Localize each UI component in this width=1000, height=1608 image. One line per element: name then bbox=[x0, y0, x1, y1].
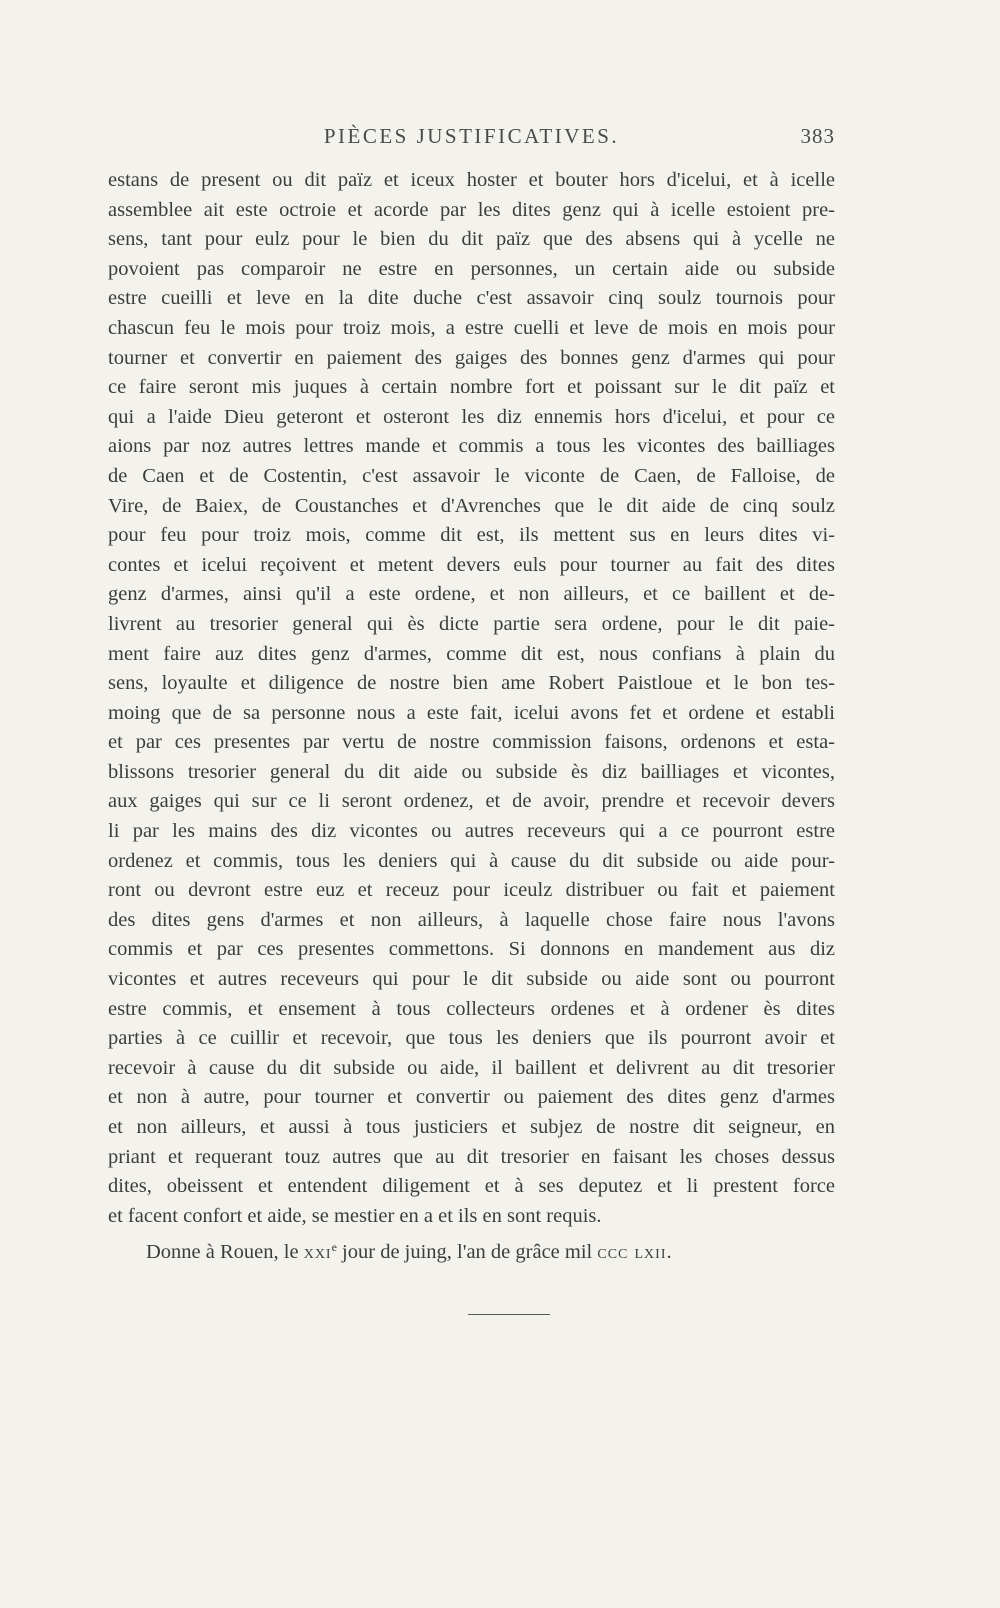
text-line: estre cueilli et leve en la dite duche c'est assavoir cinq soulz tournois pour bbox=[108, 287, 835, 310]
page-number: 383 bbox=[800, 124, 835, 148]
text-line: tourner et convertir en paiement des gaiges des bonnes genz d'armes qui pour bbox=[108, 346, 835, 369]
text-line: sens, loyaulte et diligence de nostre bien ame Robert Paistloue et le bon tes- bbox=[108, 672, 835, 695]
text-line: parties à ce cuillir et recevoir, que tous les deniers que ils pourront avoir et bbox=[108, 1027, 835, 1050]
dating-clause-middle: jour de juing, l'an de grâce mil bbox=[336, 1241, 598, 1264]
dating-clause-sup: e bbox=[331, 1240, 337, 1255]
text-line: des dites gens d'armes et non ailleurs, à laquelle chose faire nous l'avons bbox=[108, 908, 835, 931]
dating-clause bbox=[108, 1233, 835, 1268]
running-head bbox=[108, 124, 835, 154]
text-line: vicontes et autres receveurs qui pour le dit subside ou aide sont ou pourront bbox=[108, 968, 835, 991]
text-line: genz d'armes, ainsi qu'il a este ordene, et non ailleurs, et ce baillent et de- bbox=[108, 583, 835, 606]
text-line: et facent confort et aide, se mestier en a et ils en sont requis. bbox=[108, 1204, 602, 1227]
text-line: ordenez et commis, tous les deniers qui à cause du dit subside ou aide pour- bbox=[108, 849, 835, 872]
text-line: aux gaiges qui sur ce li seront ordenez, et de avoir, prendre et recevoir devers bbox=[108, 790, 835, 813]
dating-clause-before: Donne à Rouen, le bbox=[146, 1241, 304, 1264]
text-line: dites, obeissent et entendent diligement et à ses deputez et li prestent force bbox=[108, 1175, 835, 1198]
text-line: aions par noz autres lettres mande et commis a tous les vicontes des bailliages bbox=[108, 435, 835, 458]
text-line: estre commis, et ensement à tous collecteurs ordenes et à ordener ès dites bbox=[108, 997, 835, 1020]
text-line: livrent au tresorier general qui ès dicte partie sera ordene, pour le dit paie- bbox=[108, 612, 835, 635]
text-line: estans de present ou dit païz et iceux hoster et bouter hors d'icelui, et à icelle bbox=[108, 169, 835, 191]
text-line: ront ou devront estre euz et receuz pour iceulz distribuer ou fait et paiement bbox=[108, 879, 835, 902]
text-line: sens, tant pour eulz pour le bien du dit païz que des absens qui à ycelle ne bbox=[108, 228, 835, 251]
text-line: povoient pas comparoir ne estre en personnes, un certain aide ou subside bbox=[108, 257, 835, 280]
text-line: qui a l'aide Dieu geteront et osteront les diz ennemis hors d'icelui, et pour ce bbox=[108, 405, 835, 428]
text-line: blissons tresorier general du dit aide ou subside ès diz bailliages et vicontes, bbox=[108, 760, 835, 783]
text-line: moing que de sa personne nous a este fait, icelui avons fet et ordene et establi bbox=[108, 701, 835, 724]
text-line: et par ces presentes par vertu de nostre commission faisons, ordenons et esta- bbox=[108, 731, 835, 754]
text-line: et non à autre, pour tourner et convertir ou paiement des dites genz d'armes bbox=[108, 1086, 835, 1109]
dating-clause-year: ccc lxii bbox=[597, 1241, 667, 1264]
running-title: PIÈCES JUSTIFICATIVES. bbox=[323, 124, 620, 148]
text-line: li par les mains des diz vicontes ou autres receveurs qui a ce pourront estre bbox=[108, 820, 835, 843]
text-line: pour feu pour troiz mois, comme dit est, ils mettent sus en leurs dites vi- bbox=[108, 524, 835, 547]
text-line: contes et icelui reçoivent et metent devers euls pour tourner au fait des dites bbox=[108, 553, 835, 576]
text-line: de Caen et de Costentin, c'est assavoir le viconte de Caen, de Falloise, de bbox=[108, 464, 835, 487]
body-text bbox=[108, 166, 835, 1268]
text-line: commis et par ces presentes commettons. Si donnons en mandement aus diz bbox=[108, 938, 835, 961]
text-line: assemblee ait este octroie et acorde par les dites genz qui à icelle estoient pre- bbox=[108, 198, 835, 221]
text-line: ce faire seront mis juques à certain nombre fort et poissant sur le dit païz et bbox=[108, 376, 835, 399]
text-line: ment faire auz dites genz d'armes, comme dit est, nous confians à plain du bbox=[108, 642, 835, 665]
end-rule bbox=[468, 1314, 550, 1315]
text-line: priant et requerant touz autres que au dit tresorier en faisant les choses dessus bbox=[108, 1145, 835, 1168]
text-line: et non ailleurs, et aussi à tous justiciers et subjez de nostre dit seigneur, en bbox=[108, 1116, 835, 1138]
dating-clause-after: . bbox=[666, 1241, 672, 1264]
text-line: recevoir à cause du dit subside ou aide, il baillent et delivrent au dit tresorier bbox=[108, 1056, 835, 1079]
dating-clause-day: xxi bbox=[303, 1241, 332, 1264]
text-line: Vire, de Baiex, de Coustanches et d'Avrenches que le dit aide de cinq soulz bbox=[108, 494, 835, 517]
text-line: chascun feu le mois pour troiz mois, a estre cuelli et leve de mois en mois pour bbox=[108, 316, 835, 339]
